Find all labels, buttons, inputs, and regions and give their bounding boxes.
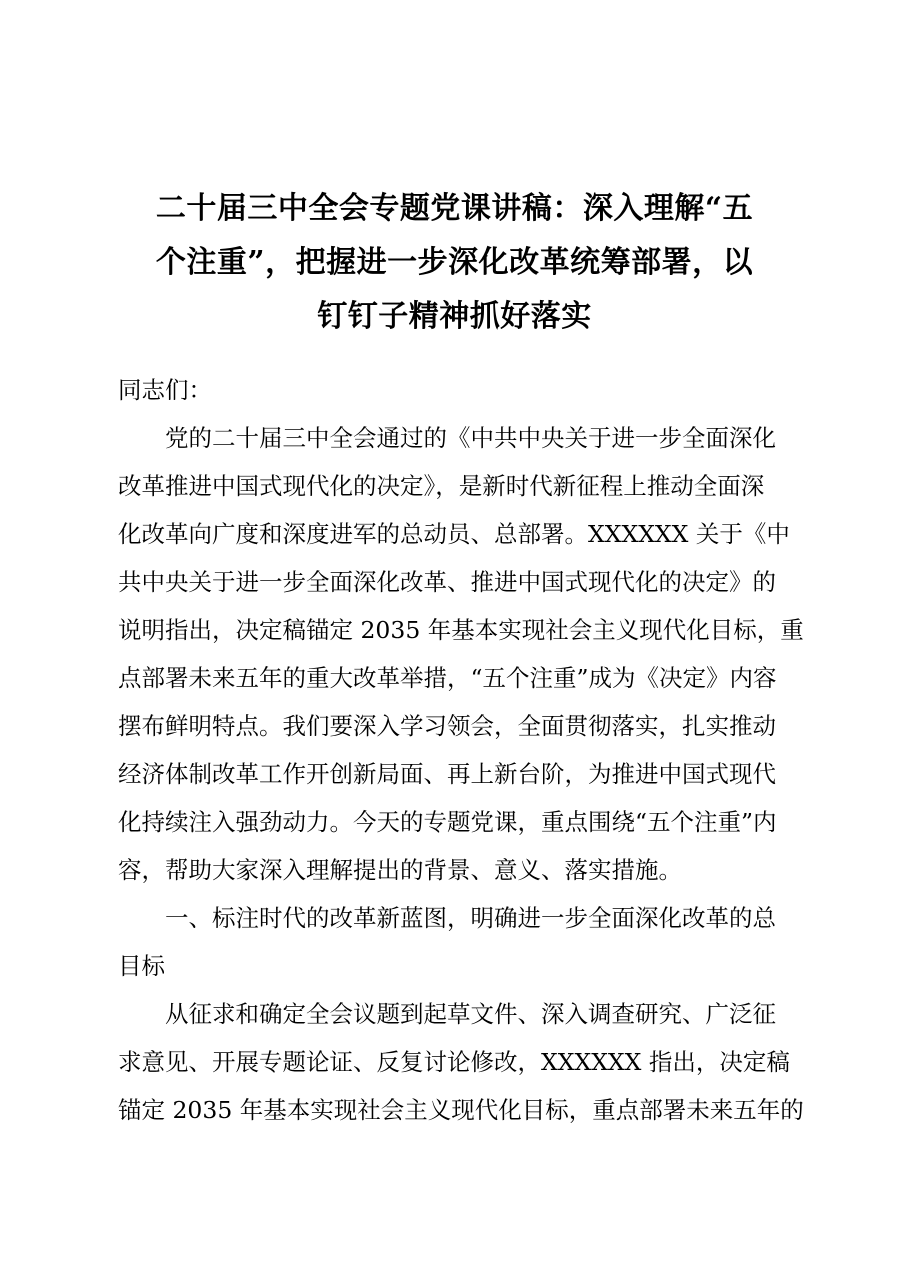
text-line: 化改革向广度和深度进军的总动员、总部署。XXXXXX 关于《中 [118, 520, 790, 548]
text-line: 目标 [118, 952, 165, 980]
text-line: 党的二十届三中全会通过的《中共中央关于进一步全面深化 [165, 424, 776, 452]
text-line: 改革推进中国式现代化的决定》，是新时代新征程上推动全面深 [118, 472, 765, 500]
text-line: 摆布鲜明特点。我们要深入学习领会，全面贯彻落实，扎实推动 [118, 712, 776, 740]
document-body [118, 366, 804, 1134]
title-line: 二十届三中全会专题党课讲稿：深入理解“五 [155, 191, 754, 226]
paragraph-intro [118, 414, 804, 894]
section-heading-1 [118, 894, 791, 990]
text-line: 说明指出，决定稿锚定 2035 年基本实现社会主义现代化目标，重 [118, 616, 804, 644]
text-line: 点部署未来五年的重大改革举措，“五个注重”成为《决定》内容 [118, 664, 777, 692]
text-line: 化持续注入强劲动力。今天的专题党课，重点围绕“五个注重”内 [118, 808, 777, 836]
greeting: 同志们： [118, 376, 212, 404]
text-line: 经济体制改革工作开创新局面、再上新台阶，为推进中国式现代 [118, 760, 776, 788]
text-line: 共中央关于进一步全面深化改革、推进中国式现代化的决定》的 [118, 568, 776, 596]
title-line: 钉钉子精神抓好落实 [317, 299, 592, 334]
text-line: 求意见、开展专题论证、反复讨论修改，XXXXXX 指出，决定稿 [118, 1048, 790, 1076]
text-line: 从征求和确定全会议题到起草文件、深入调查研究、广泛征 [165, 1000, 776, 1028]
document-title [118, 182, 791, 344]
title-line: 个注重”，把握进一步深化改革统筹部署，以 [155, 245, 754, 280]
paragraph-section-1 [118, 990, 804, 1134]
text-line: 一、标注时代的改革新蓝图，明确进一步全面深化改革的总 [165, 904, 776, 932]
text-line: 锚定 2035 年基本实现社会主义现代化目标，重点部署未来五年的 [118, 1096, 804, 1124]
text-line: 容，帮助大家深入理解提出的背景、意义、落实措施。 [118, 856, 682, 884]
